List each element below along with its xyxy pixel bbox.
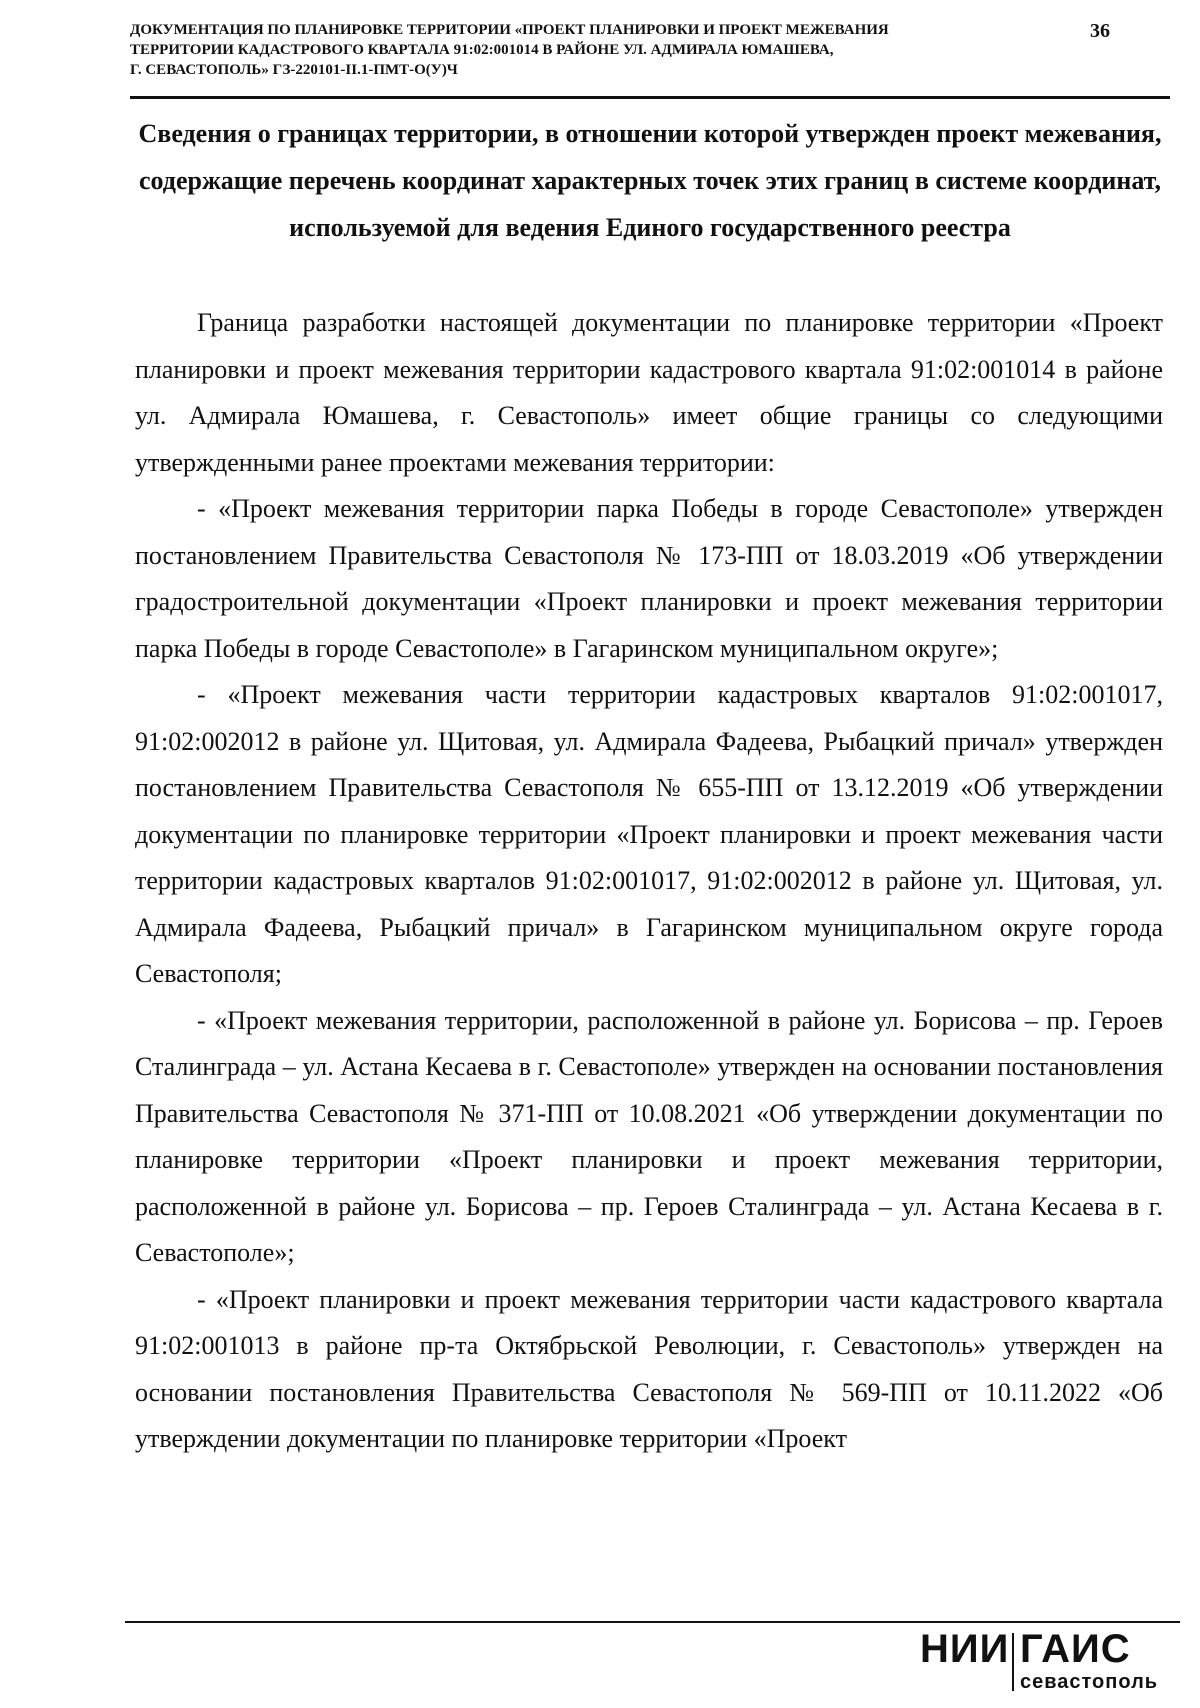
logo-nii-text: НИИ bbox=[920, 1627, 1010, 1671]
logo-gais-text: ГАИС bbox=[1020, 1627, 1131, 1671]
nii-gais-logo bbox=[920, 1627, 1180, 1697]
header-line-1: ДОКУМЕНТАЦИЯ ПО ПЛАНИРОВКЕ ТЕРРИТОРИИ «ПРОЕКТ ПЛАНИРОВКИ И ПРОЕКТ МЕЖЕВАНИЯ bbox=[130, 22, 889, 38]
running-header bbox=[130, 20, 1075, 98]
header-text bbox=[130, 20, 1055, 80]
document-body bbox=[135, 300, 1163, 1463]
section-title: Сведения о границах территории, в отношении которой утвержден проект межевания, содержащие перечень координат характерных точек этих границ в системе координат, используемой для ведения Единого государственного реестра bbox=[138, 119, 1162, 242]
paragraph-item-3: - «Проект межевания территории, расположенной в районе ул. Борисова – пр. Героев Сталинграда – ул. Астана Кесаева в г. Севастополе» утвержден на основании постановления Правительства Севастополя № 371-ПП от 10.08.2021 «Об утверждении документации по планировке территории «Проект планировки и проект межевания территории, расположенной в районе ул. Борисова – пр. Героев Сталинграда – ул. Астана Кесаева в г. Севастополе»; bbox=[135, 1005, 1163, 1267]
paragraph-item-4: - «Проект планировки и проект межевания территории части кадастрового квартала 91:02:001013 в районе пр-та Октябрьской Революции, г. Севастополь» утвержден на основании постановления Правительства Севастополя № 569-ПП от 10.11.2022 «Об утверждении документации по планировке территории «Проект bbox=[135, 1284, 1163, 1453]
logo-city-text: севастополь bbox=[1020, 1671, 1159, 1693]
header-line-3: Г. СЕВАСТОПОЛЬ» ГЗ-220101-II.1-ПМТ-О(У)Ч bbox=[130, 62, 458, 78]
page-number: 36 bbox=[1090, 20, 1110, 42]
header-line-2: ТЕРРИТОРИИ КАДАСТРОВОГО КВАРТАЛА 91:02:001014 В РАЙОНЕ УЛ. АДМИРАЛА ЮМАШЕВА, bbox=[130, 42, 834, 58]
logo-separator bbox=[1012, 1633, 1014, 1691]
paragraph-item-1: - «Проект межевания территории парка Победы в городе Севастополе» утвержден постановлением Правительства Севастополя № 173-ПП от 18.03.2019 «Об утверждении градостроительной документации «Проект планировки и проект межевания территории парка Победы в городе Севастополе» в Гагаринском муниципальном округе»; bbox=[135, 494, 1163, 663]
header-divider bbox=[130, 96, 1170, 99]
footer-divider bbox=[125, 1621, 1180, 1623]
paragraph-item-2: - «Проект межевания части территории кадастровых кварталов 91:02:001017, 91:02:002012 в районе ул. Щитовая, ул. Адмирала Фадеева, Рыбацкий причал» утвержден постановлением Правительства Севастополя № 655-ПП от 13.12.2019 «Об утверждении документации по планировке территории «Проект планировки и проект межевания части территории кадастровых кварталов 91:02:001017, 91:02:002012 в районе ул. Щитовая, ул. Адмирала Фадеева, Рыбацкий причал» в Гагаринском муниципальном округе города Севастополя; bbox=[135, 680, 1163, 988]
paragraph-intro: Граница разработки настоящей документации по планировке территории «Проект планировки и проект межевания территории кадастрового квартала 91:02:001014 в районе ул. Адмирала Юмашева, г. Севастополь» имеет общие границы со следующими утвержденными ранее проектами межевания территории: bbox=[135, 308, 1163, 477]
